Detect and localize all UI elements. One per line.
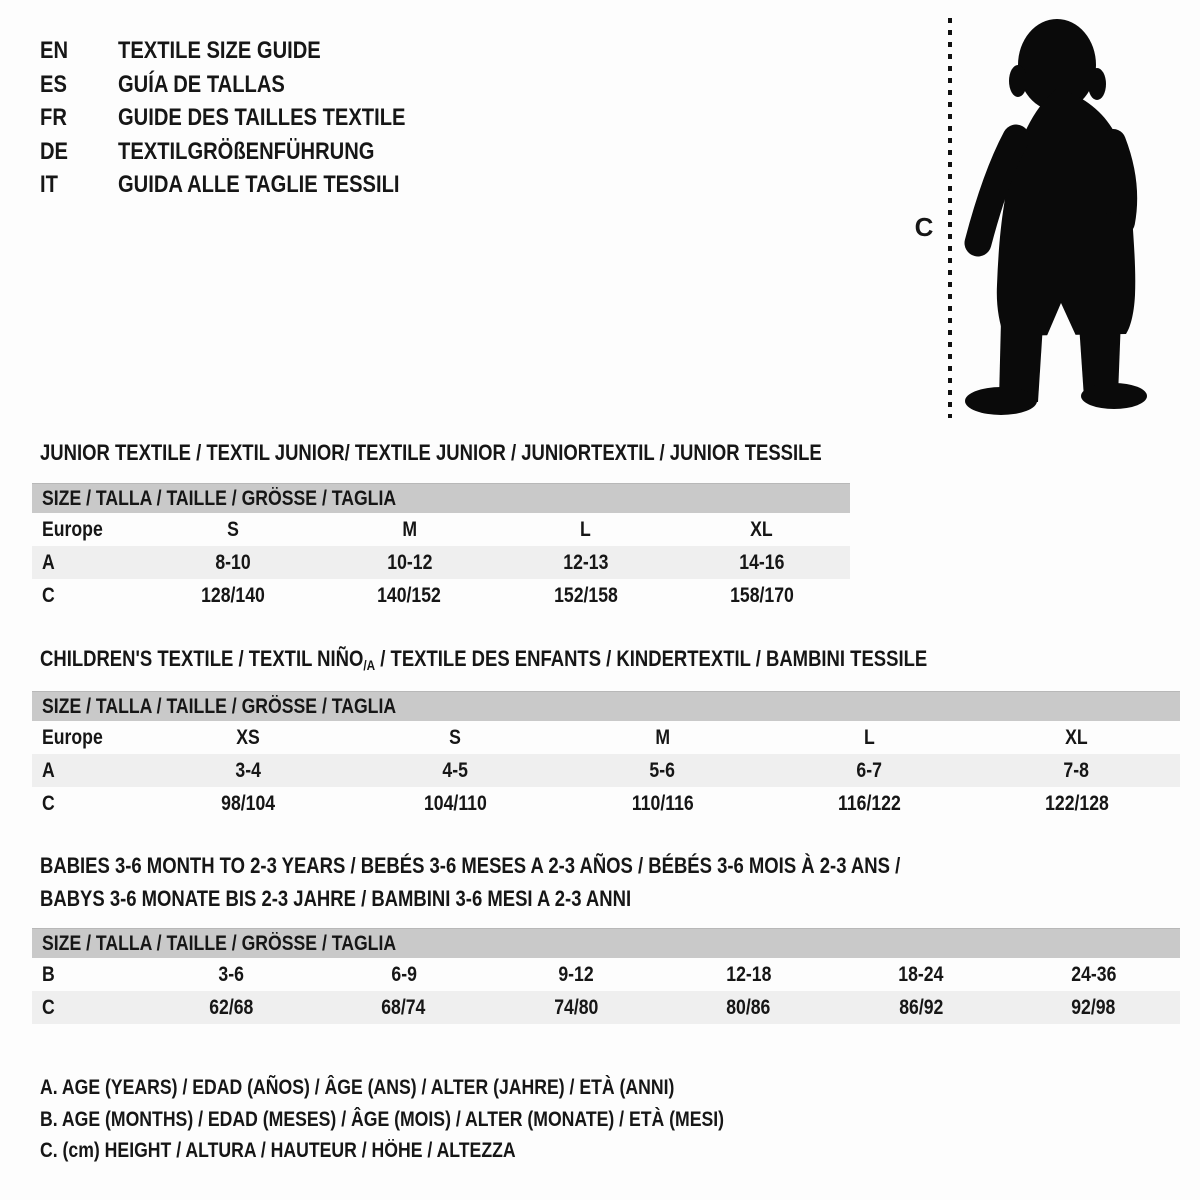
size-cell: XS xyxy=(236,725,261,749)
size-header-label: SIZE / TALLA / TAILLE / GRÖSSE / TAGLIA xyxy=(42,487,397,510)
size-cell: L xyxy=(580,517,592,541)
language-code: EN xyxy=(40,37,69,64)
height-cell: 116/122 xyxy=(838,791,901,815)
table-row-age xyxy=(32,754,1180,787)
legend xyxy=(40,1072,854,1167)
table-row-height xyxy=(32,579,850,612)
language-code: FR xyxy=(40,104,67,131)
section-title-babies xyxy=(40,849,1064,915)
height-cell: 68/74 xyxy=(381,995,426,1019)
age-cell: 10-12 xyxy=(386,550,432,574)
legend-height-cm: C. (cm) HEIGHT / ALTURA / HAUTEUR / HÖHE / ALTEZZA xyxy=(40,1139,516,1162)
age-cell: 7-8 xyxy=(1063,758,1090,782)
height-cell: 92/98 xyxy=(1071,995,1116,1019)
age-cell: 6-7 xyxy=(856,758,883,782)
language-row-it xyxy=(40,168,460,202)
language-row-fr xyxy=(40,101,460,135)
months-cell: 3-6 xyxy=(218,962,244,986)
size-header-label: SIZE / TALLA / TAILLE / GRÖSSE / TAGLIA xyxy=(42,695,397,718)
age-cell: 5-6 xyxy=(649,758,676,782)
language-code: ES xyxy=(40,70,67,98)
height-measure-label: C xyxy=(914,212,934,242)
guide-title-en: TEXTILE SIZE GUIDE xyxy=(118,37,321,64)
row-label: A xyxy=(42,758,55,782)
months-cell: 6-9 xyxy=(390,962,417,986)
height-cell: 86/92 xyxy=(899,995,944,1019)
size-header-label: SIZE / TALLA / TAILLE / GRÖSSE / TAGLIA xyxy=(42,932,397,955)
height-cell: 80/86 xyxy=(726,995,771,1019)
table-header-junior xyxy=(32,483,850,513)
height-cell: 128/140 xyxy=(201,583,266,607)
language-header xyxy=(40,34,460,202)
months-cell: 24-36 xyxy=(1071,962,1117,986)
height-cell: 140/152 xyxy=(377,583,442,607)
table-row-months xyxy=(32,958,1180,991)
height-cell: 158/170 xyxy=(729,583,794,607)
table-row-height xyxy=(32,991,1180,1024)
table-header-babies xyxy=(32,928,1180,958)
size-table-babies xyxy=(32,928,1180,1024)
age-cell: 14-16 xyxy=(739,550,785,574)
guide-title-de: TEXTILGRÖßENFÜHRUNG xyxy=(118,137,375,165)
babies-title-line1: BABIES 3-6 MONTH TO 2-3 YEARS / BEBÉS 3-6 MESES A 2-3 AÑOS / BÉBÉS 3-6 MOIS À 2-3 ANS / xyxy=(40,853,901,878)
row-label: C xyxy=(42,995,55,1019)
size-cell: M xyxy=(402,517,417,541)
height-cell: 122/128 xyxy=(1044,791,1109,815)
babies-title-line2: BABYS 3-6 MONATE BIS 2-3 JAHRE / BAMBINI 3-6 MESI A 2-3 ANNI xyxy=(40,886,632,911)
months-cell: 12-18 xyxy=(726,962,772,986)
size-table-children xyxy=(32,691,1180,820)
table-row-europe xyxy=(32,513,850,546)
age-cell: 3-4 xyxy=(235,758,262,782)
baby-silhouette-figure xyxy=(900,0,1200,430)
legend-age-years: A. AGE (YEARS) / EDAD (AÑOS) / ÂGE (ANS) / ALTER (JAHRE) / ETÀ (ANNI) xyxy=(40,1076,675,1099)
height-cell: 62/68 xyxy=(209,995,254,1019)
children-title-subscript: /A xyxy=(363,657,376,673)
guide-title-it: GUIDA ALLE TAGLIE TESSILI xyxy=(118,171,400,198)
age-cell: 8-10 xyxy=(215,550,251,574)
row-label: A xyxy=(42,550,55,574)
guide-title-es: GUÍA DE TALLAS xyxy=(118,70,285,98)
row-label: Europe xyxy=(42,725,103,749)
table-header-children xyxy=(32,691,1180,721)
size-cell: M xyxy=(655,725,670,749)
children-title-rest: / TEXTILE DES ENFANTS / KINDERTEXTIL / BAMBINI TESSILE xyxy=(375,646,928,671)
row-label: C xyxy=(42,583,55,607)
section-title-junior-text: JUNIOR TEXTILE / TEXTIL JUNIOR/ TEXTILE JUNIOR / JUNIORTEXTIL / JUNIOR TESSILE xyxy=(40,440,822,465)
size-cell: S xyxy=(449,725,462,749)
months-cell: 18-24 xyxy=(898,962,944,986)
height-cell: 74/80 xyxy=(554,995,599,1019)
language-code: IT xyxy=(40,171,58,198)
size-cell: XL xyxy=(750,517,774,541)
row-label: B xyxy=(42,962,55,986)
height-cell: 98/104 xyxy=(221,791,276,815)
language-row-en xyxy=(40,34,460,68)
guide-title-fr: GUIDE DES TAILLES TEXTILE xyxy=(118,104,406,131)
table-row-height xyxy=(32,787,1180,820)
children-title-main: CHILDREN'S TEXTILE / TEXTIL NIÑO xyxy=(40,646,364,671)
language-row-es xyxy=(40,68,460,102)
table-row-age xyxy=(32,546,850,579)
height-cell: 110/116 xyxy=(631,791,694,815)
size-cell: XL xyxy=(1065,725,1088,749)
section-title-children xyxy=(40,642,1096,682)
section-title-junior xyxy=(40,436,971,469)
height-cell: 104/110 xyxy=(424,791,487,815)
size-cell: L xyxy=(864,725,875,749)
size-table-junior xyxy=(32,483,850,612)
age-cell: 12-13 xyxy=(563,550,609,574)
baby-silhouette-svg xyxy=(900,0,1200,430)
legend-age-months: B. AGE (MONTHS) / EDAD (MESES) / ÂGE (MOIS) / ALTER (MONATE) / ETÀ (MESI) xyxy=(40,1107,725,1131)
row-label: C xyxy=(42,791,55,815)
table-row-europe xyxy=(32,721,1180,754)
row-label: Europe xyxy=(42,517,103,541)
months-cell: 9-12 xyxy=(558,962,594,986)
size-cell: S xyxy=(227,517,240,541)
language-code: DE xyxy=(40,137,69,165)
height-cell: 152/158 xyxy=(553,583,618,607)
age-cell: 4-5 xyxy=(442,758,469,782)
language-row-de xyxy=(40,135,460,169)
section-title-children-text xyxy=(40,642,927,682)
